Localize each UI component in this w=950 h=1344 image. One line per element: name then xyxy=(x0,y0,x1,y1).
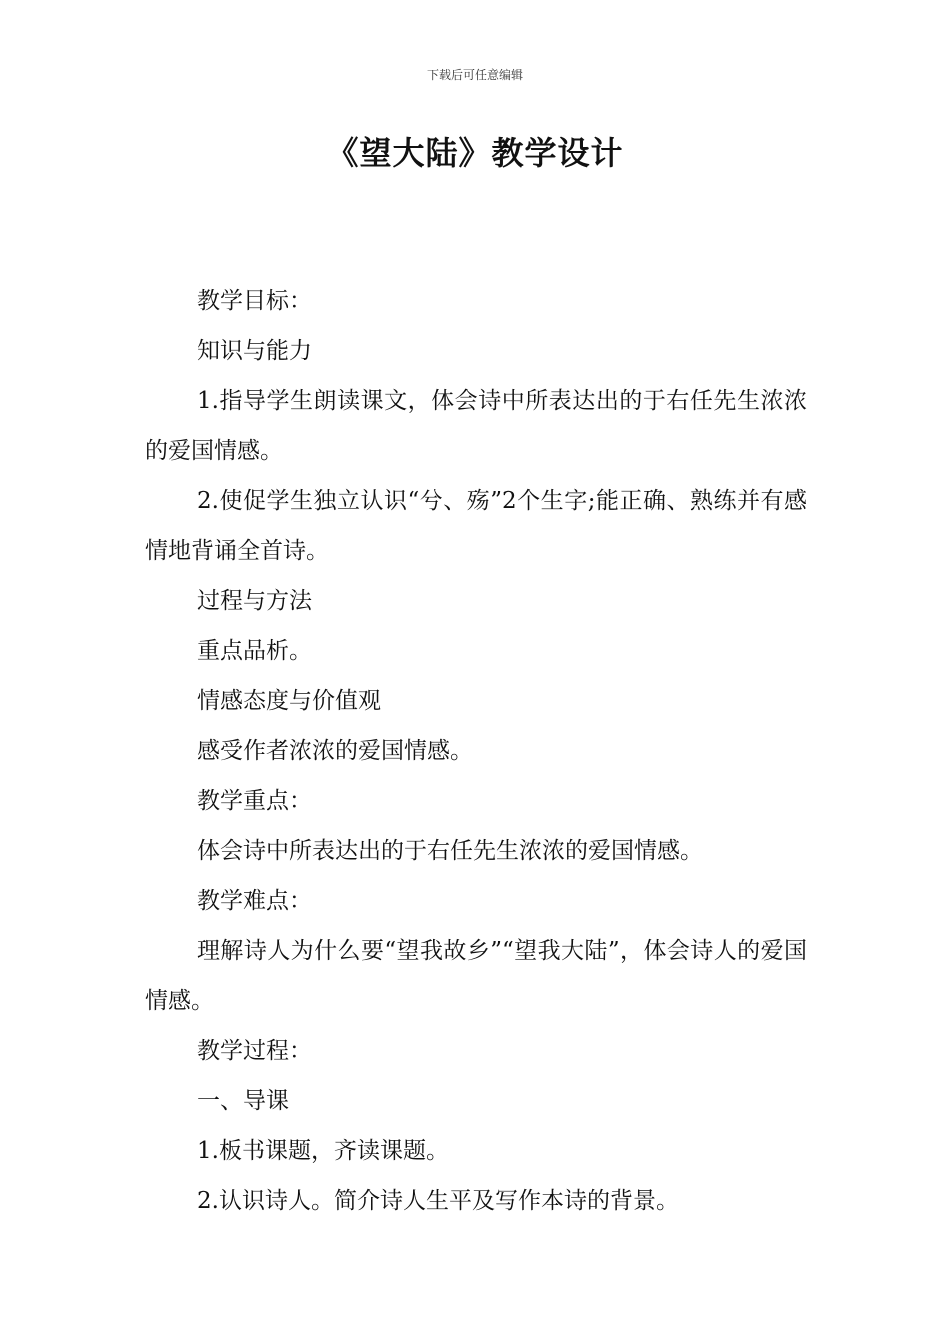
paragraph-objectives-heading: 教学目标： xyxy=(197,288,312,314)
paragraph-objective-2: 2.使促学生独立认识“兮、殇”2个生字;能正确、熟练并有感情地背诵全首诗。 xyxy=(145,488,807,564)
document-body xyxy=(145,276,807,1226)
paragraph-feel-patriotism: 感受作者浓浓的爱国情感。 xyxy=(197,738,473,764)
paragraph-difficulties: 理解诗人为什么要“望我故乡”“望我大陆”，体会诗人的爱国情感。 xyxy=(145,938,807,1014)
paragraph-knowledge-ability: 知识与能力 xyxy=(197,338,312,364)
paragraph-key-points: 体会诗中所表达出的于右任先生浓浓的爱国情感。 xyxy=(197,838,703,864)
paragraph-process-method: 过程与方法 xyxy=(197,588,312,614)
paragraph-key-analysis: 重点品析。 xyxy=(197,638,312,664)
paragraph-emotion-values: 情感态度与价值观 xyxy=(197,688,381,714)
header-note: 下载后可任意编辑 xyxy=(426,68,523,82)
paragraph-key-points-heading: 教学重点： xyxy=(197,788,312,814)
paragraph-objective-1: 1.指导学生朗读课文，体会诗中所表达出的于右任先生浓浓的爱国情感。 xyxy=(145,388,807,464)
paragraph-step-2: 2.认识诗人。简介诗人生平及写作本诗的背景。 xyxy=(197,1188,679,1214)
paragraph-difficulties-heading: 教学难点： xyxy=(197,888,312,914)
paragraph-process-heading: 教学过程： xyxy=(197,1038,312,1064)
document-title: 《望大陆》教学设计 xyxy=(326,134,624,172)
paragraph-section-intro: 一、导课 xyxy=(197,1088,289,1114)
paragraph-step-1: 1.板书课题，齐读课题。 xyxy=(197,1138,449,1164)
